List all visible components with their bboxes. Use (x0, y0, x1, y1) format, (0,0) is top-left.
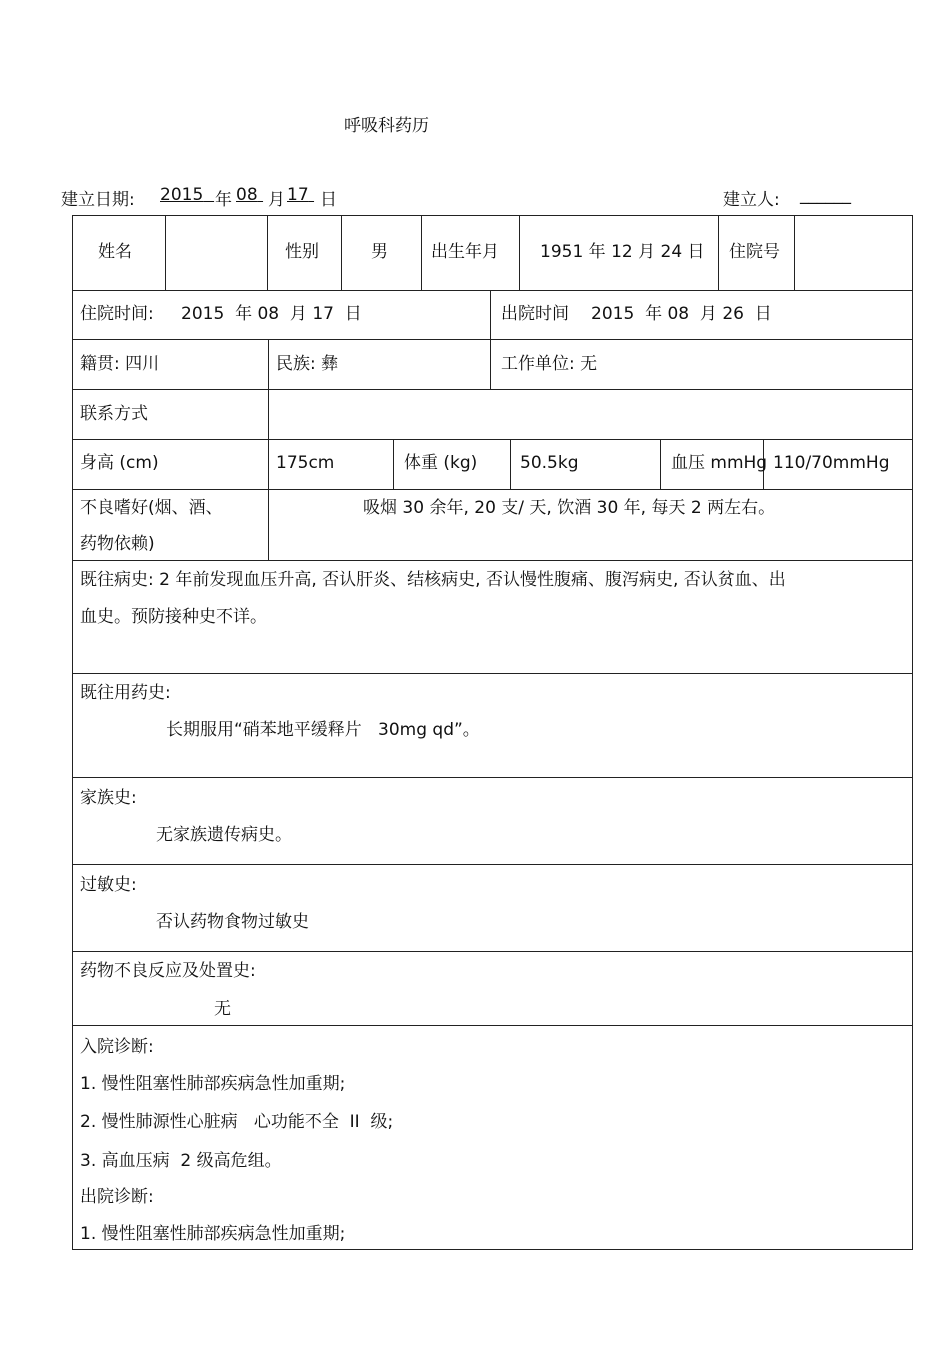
blood-pressure-label: 血压 mmHg (671, 453, 768, 473)
contact-label: 联系方式 (80, 404, 148, 424)
birth-label: 出生年月 (431, 242, 499, 262)
habits-value: 吸烟 30 余年, 20 支/ 天, 饮酒 30 年, 每天 2 两左右。 (363, 498, 776, 518)
discharge-time-value: 2015 年 08 月 26 日 (591, 304, 772, 324)
native-place: 籍贯: 四川 (80, 354, 160, 374)
birth-value: 1951 年 12 月 24 日 (540, 242, 705, 262)
created-date-label: 建立日期: (61, 190, 135, 210)
page-title: 呼吸科药历 (344, 116, 429, 136)
created-month: 08 (236, 185, 258, 205)
admission-diagnosis-item: 1. 慢性阻塞性肺部疾病急性加重期; (80, 1074, 346, 1094)
height-value: 175cm (276, 453, 335, 473)
created-month-unit: 月 (268, 190, 285, 210)
allergy-history-value: 否认药物食物过敏史 (156, 912, 309, 932)
admission-diagnosis-label: 入院诊断: (80, 1037, 154, 1057)
adverse-reaction-label: 药物不良反应及处置史: (80, 961, 256, 981)
medical-history-line2: 血史。预防接种史不详。 (80, 607, 267, 627)
admission-diagnosis-item: 2. 慢性肺源性心脏病 心功能不全 II 级; (80, 1112, 394, 1132)
gender-label: 性别 (285, 242, 319, 262)
admission-diagnosis-item: 3. 高血压病 2 级高危组。 (80, 1151, 282, 1171)
work-unit: 工作单位: 无 (501, 354, 598, 374)
admission-time-label: 住院时间: (80, 304, 154, 324)
allergy-history-label: 过敏史: (80, 875, 137, 895)
ethnicity: 民族: 彝 (276, 354, 339, 374)
family-history-value: 无家族遗传病史。 (156, 825, 292, 845)
medical-history-line1: 既往病史: 2 年前发现血压升高, 否认肝炎、结核病史, 否认慢性腹痛、腹泻病史, 否认贫血、出 (80, 570, 786, 590)
discharge-diagnosis-item: 1. 慢性阻塞性肺部疾病急性加重期; (80, 1224, 346, 1244)
discharge-diagnosis-label: 出院诊断: (80, 1187, 154, 1207)
family-history-label: 家族史: (80, 788, 137, 808)
created-year: 2015 (160, 185, 204, 205)
habits-label-line1: 不良嗜好(烟、酒、 (80, 498, 223, 518)
weight-value: 50.5kg (520, 453, 579, 473)
admission-time-value: 2015 年 08 月 17 日 (181, 304, 362, 324)
discharge-time-label: 出院时间 (501, 304, 569, 324)
medication-history-value: 长期服用“硝苯地平缓释片 30mg qd”。 (166, 720, 480, 740)
medication-history-label: 既往用药史: (80, 683, 171, 703)
creator-value: ______ (800, 185, 851, 205)
hospital-number-label: 住院号 (729, 242, 780, 262)
creator-label: 建立人: (723, 190, 780, 210)
habits-label-line2: 药物依赖) (80, 534, 155, 554)
gender-value: 男 (371, 242, 388, 262)
adverse-reaction-value: 无 (214, 999, 231, 1019)
weight-label: 体重 (kg) (404, 453, 478, 473)
record-table (72, 215, 913, 1250)
created-day-unit: 日 (320, 190, 337, 210)
created-year-unit: 年 (215, 190, 232, 210)
name-label: 姓名 (98, 242, 132, 262)
blood-pressure-value: 110/70mmHg (773, 453, 890, 473)
height-label: 身高 (cm) (80, 453, 159, 473)
created-day: 17 (287, 185, 309, 205)
